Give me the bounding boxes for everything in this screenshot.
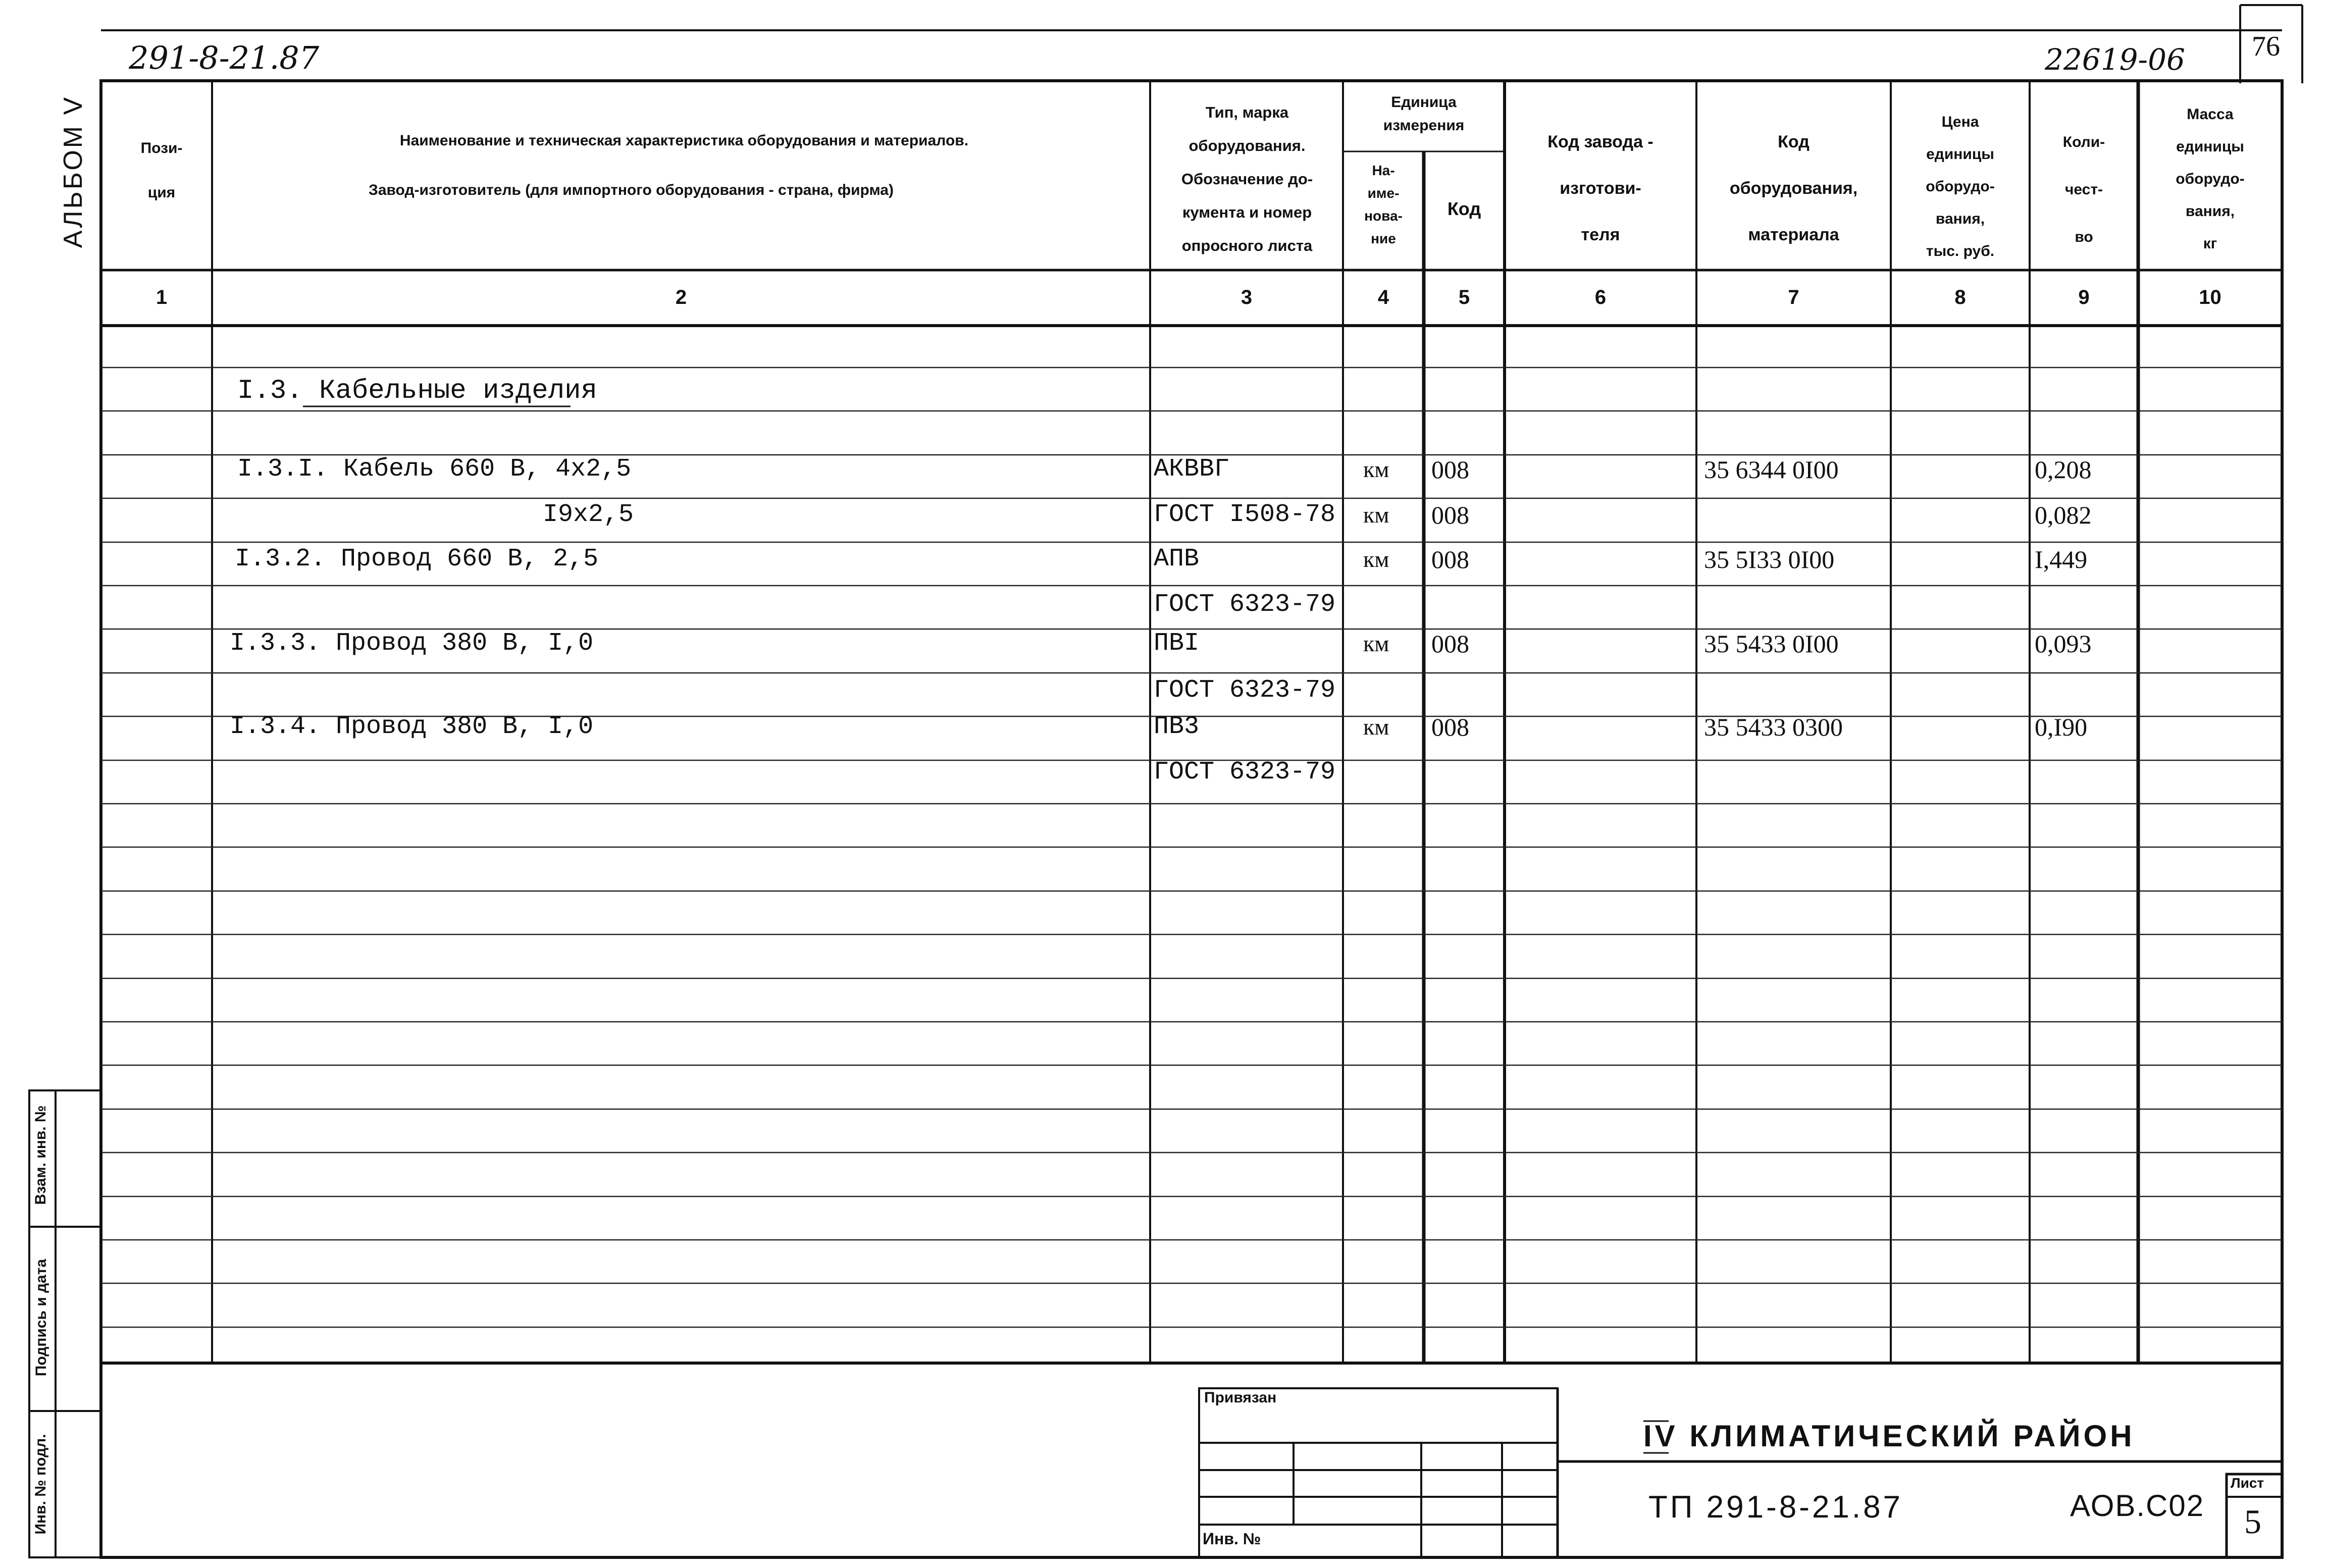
row-unit-code: 008: [1431, 455, 1469, 484]
col-number: 9: [2078, 286, 2090, 308]
header-name-line1: Наименование и техническая характеристика оборудования и материалов.: [399, 132, 969, 149]
header-material-code: Код оборудования, материала: [1729, 132, 1858, 244]
inv-no-label: Инв. №: [1203, 1530, 1261, 1548]
col-number: 6: [1594, 286, 1607, 308]
row-material-code: 35 5433 0I00: [1704, 630, 1839, 658]
row-unit-code: 008: [1431, 501, 1469, 529]
row-material-code: 35 5I33 0I00: [1704, 545, 1835, 573]
sheet-number: 5: [2244, 1502, 2261, 1541]
row-type: ПВI: [1154, 629, 1200, 658]
climate-district: IV КЛИМАТИЧЕСКИЙ РАЙОН: [1643, 1419, 2135, 1453]
privyazan-label: Привязан: [1204, 1389, 1277, 1406]
col-number: 7: [1788, 286, 1799, 308]
header-plant-code: Код завода - изготови- теля: [1547, 132, 1653, 244]
row-type: ГОСТ 6323-79: [1154, 676, 1336, 705]
row-quantity: I,449: [2035, 545, 2088, 573]
row-type: ГОСТ 6323-79: [1154, 590, 1336, 619]
podpis-data-label: Подпись и дата: [33, 1259, 49, 1377]
header-name-line2: Завод-изготовитель (для импортного оборудования - страна, фирма): [369, 182, 894, 198]
row-unit-code: 008: [1431, 713, 1469, 741]
row-type: АКВВГ: [1154, 455, 1230, 484]
row-type: ГОСТ I508-78: [1154, 500, 1336, 529]
row-quantity: 0,093: [2035, 630, 2092, 658]
inv-podl-label: Инв. № подл.: [32, 1434, 49, 1535]
sheet-label: Лист: [2231, 1475, 2264, 1491]
header-mass: Масса единицы оборудо- вания, кг: [2176, 106, 2245, 252]
row-unit: км: [1363, 456, 1389, 482]
col-number: 3: [1240, 286, 1253, 308]
row-unit: км: [1363, 631, 1389, 656]
vzam-inv-label: Взам. инв. №: [32, 1105, 49, 1205]
header-quantity: Коли- чест- во: [2062, 134, 2105, 245]
album-label: АЛЬБОМ V: [59, 95, 88, 248]
row-material-code: 35 5433 0300: [1704, 713, 1843, 741]
col-number: 10: [2199, 286, 2221, 308]
row-quantity: 0,208: [2035, 455, 2092, 484]
header-price: Цена единицы оборудо- вания, тыс. руб.: [1926, 114, 1995, 259]
row-unit: км: [1363, 546, 1389, 572]
section-title: I.3. Кабельные изделия: [237, 376, 597, 406]
col-number: 4: [1377, 286, 1389, 308]
col-number: 8: [1954, 286, 1966, 308]
row-name: I.3.3. Провод 380 В, I,0: [230, 629, 594, 658]
row-type: ПВ3: [1154, 712, 1200, 741]
tp-number: ТП 291-8-21.87: [1648, 1490, 1903, 1525]
header-unit-code: Код: [1447, 198, 1481, 219]
row-quantity: 0,082: [2035, 501, 2092, 529]
row-name: I9х2,5: [543, 500, 634, 529]
row-unit-code: 008: [1431, 630, 1469, 658]
doc-number-left: 291-8-21.87: [129, 39, 320, 76]
row-name: I.3.2. Провод 660 В, 2,5: [235, 545, 599, 573]
header-unit: Единица измерения: [1383, 94, 1465, 134]
col-number: 1: [156, 286, 168, 308]
doc-number-right: 22619-06: [2045, 42, 2185, 77]
col-number: 2: [675, 286, 687, 308]
page-number: 76: [2252, 31, 2280, 62]
row-type: ГОСТ 6323-79: [1154, 758, 1336, 787]
row-quantity: 0,I90: [2035, 713, 2088, 741]
row-name: I.3.4. Провод 380 В, I,0: [230, 712, 594, 741]
row-type: АПВ: [1154, 545, 1200, 573]
col-number: 5: [1458, 286, 1470, 308]
header-position: Пози- ция: [140, 140, 183, 201]
album-code: АОВ.С02: [2070, 1489, 2205, 1523]
header-unit-name: На- име- нова- ние: [1364, 163, 1403, 246]
row-unit: км: [1363, 714, 1389, 740]
row-name: I.3.I. Кабель 660 В, 4х2,5: [237, 455, 632, 484]
row-material-code: 35 6344 0I00: [1704, 455, 1839, 484]
row-unit: км: [1363, 502, 1389, 528]
header-type: Тип, марка оборудования. Обозначение до- кумента и номер опросного листа: [1181, 103, 1313, 254]
row-unit-code: 008: [1431, 545, 1469, 573]
